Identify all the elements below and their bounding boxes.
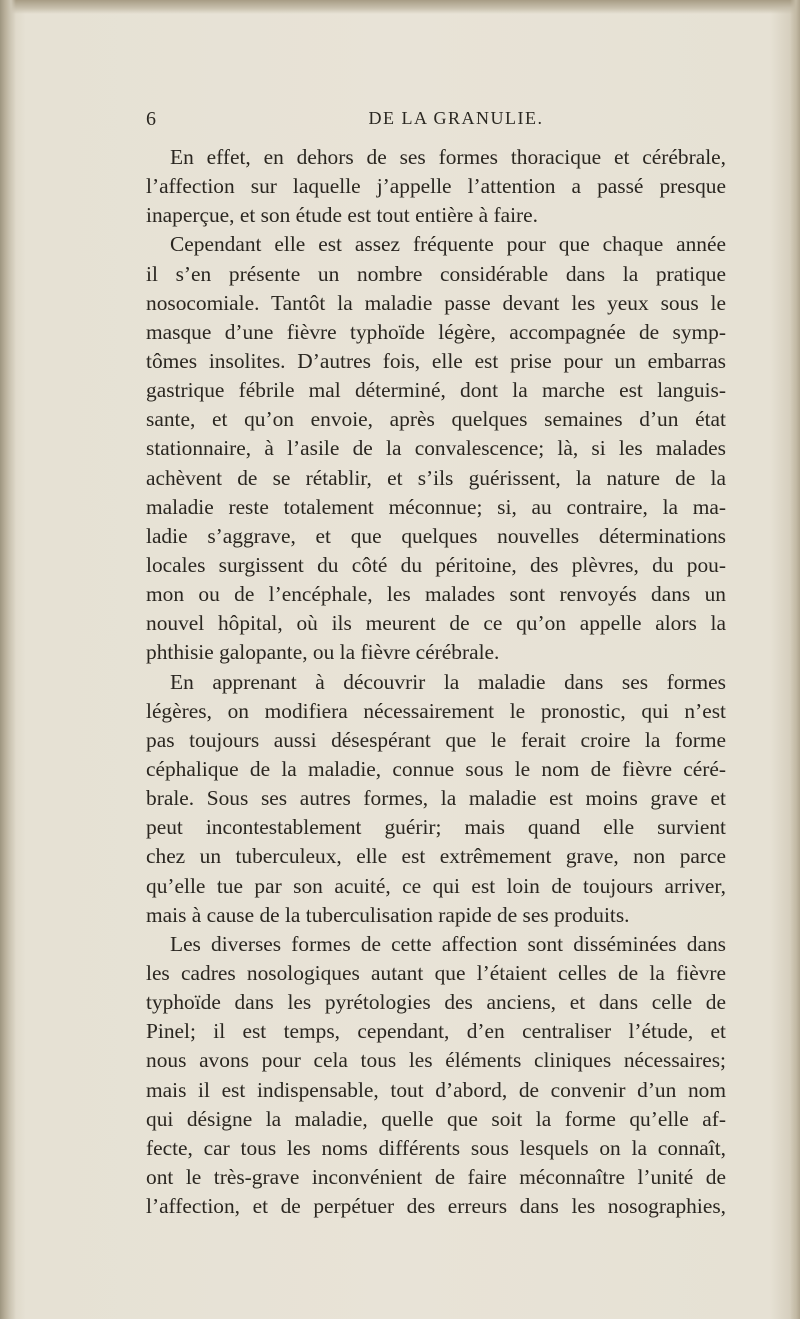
text-line: nous avons pour cela tous les éléments cliniques nécessaires; (146, 1048, 726, 1073)
text-line: typhoïde dans les pyrétologies des anciens, et dans celle de (146, 990, 726, 1015)
text-line: En apprenant à découvrir la maladie dans ses formes (170, 669, 726, 694)
text-line: qui désigne la maladie, quelle que soit la forme qu’elle af- (146, 1106, 726, 1131)
text-line: peut incontestablement guérir; mais quand elle survient (146, 815, 726, 840)
text-line: maladie reste totalement méconnue; si, au contraire, la ma- (146, 494, 726, 519)
page-right-edge (790, 0, 800, 1319)
text-line: qu’elle tue par son acuité, ce qui est loin de toujours arriver, (146, 873, 726, 898)
text-line: céphalique de la maladie, connue sous le nom de fièvre céré- (146, 756, 726, 781)
page-number: 6 (146, 108, 156, 130)
text-line: stationnaire, à l’asile de la convalescence; là, si les malades (146, 436, 726, 461)
page-binding-gutter (0, 0, 16, 1319)
text-line: pas toujours aussi désespérant que le ferait croire la forme (146, 727, 726, 752)
text-line: ont le très-grave inconvénient de faire méconnaître l’unité de (146, 1164, 726, 1189)
text-line: nouvel hôpital, où ils meurent de ce qu’on appelle alors la (146, 611, 726, 636)
text-line: Pinel; il est temps, cependant, d’en centraliser l’étude, et (146, 1019, 726, 1044)
text-line: Cependant elle est assez fréquente pour que chaque année (170, 232, 726, 257)
text-line: mais à cause de la tuberculisation rapide de ses produits. (146, 902, 630, 927)
text-line: achèvent de se rétablir, et s’ils guérissent, la nature de la (146, 465, 726, 490)
text-line: Les diverses formes de cette affection sont disséminées dans (170, 931, 726, 956)
body-text (146, 143, 726, 1221)
text-line: sante, et qu’on envoie, après quelques semaines d’un état (146, 407, 726, 432)
text-line: chez un tuberculeux, elle est extrêmement grave, non parce (146, 844, 726, 869)
text-line: brale. Sous ses autres formes, la maladie est moins grave et (146, 786, 726, 811)
text-line: l’affection, et de perpétuer des erreurs dans les nosographies, (146, 1194, 726, 1219)
text-line: légères, on modifiera nécessairement le pronostic, qui n’est (146, 698, 726, 723)
text-line: les cadres nosologiques autant que l’étaient celles de la fièvre (146, 960, 726, 985)
text-line: gastrique fébrile mal déterminé, dont la marche est languis- (146, 378, 726, 403)
text-line: il s’en présente un nombre considérable dans la pratique (146, 261, 726, 286)
text-line: ladie s’aggrave, et que quelques nouvelles déterminations (146, 523, 726, 548)
text-line: inaperçue, et son étude est tout entière à faire. (146, 203, 538, 228)
running-title: DE LA GRANULIE. (368, 108, 544, 128)
text-line: tômes insolites. D’autres fois, elle est prise pour un embarras (146, 348, 726, 373)
text-line: En effet, en dehors de ses formes thoracique et cérébrale, (170, 145, 726, 169)
text-line: nosocomiale. Tantôt la maladie passe devant les yeux sous le (146, 290, 726, 315)
text-line: locales surgissent du côté du péritoine, des plèvres, du pou- (146, 552, 726, 577)
running-header (146, 108, 726, 144)
page-top-edge (0, 0, 800, 14)
text-line: mais il est indispensable, tout d’abord, de convenir d’un nom (146, 1077, 726, 1102)
text-line: mon ou de l’encéphale, les malades sont renvoyés dans un (146, 582, 726, 607)
text-line: fecte, car tous les noms différents sous lesquels on la connaît, (146, 1135, 726, 1160)
text-line: masque d’une fièvre typhoïde légère, accompagnée de symp- (146, 319, 726, 344)
text-line: l’affection sur laquelle j’appelle l’attention a passé presque (146, 174, 726, 199)
text-line: phthisie galopante, ou la fièvre cérébrale. (146, 640, 500, 665)
